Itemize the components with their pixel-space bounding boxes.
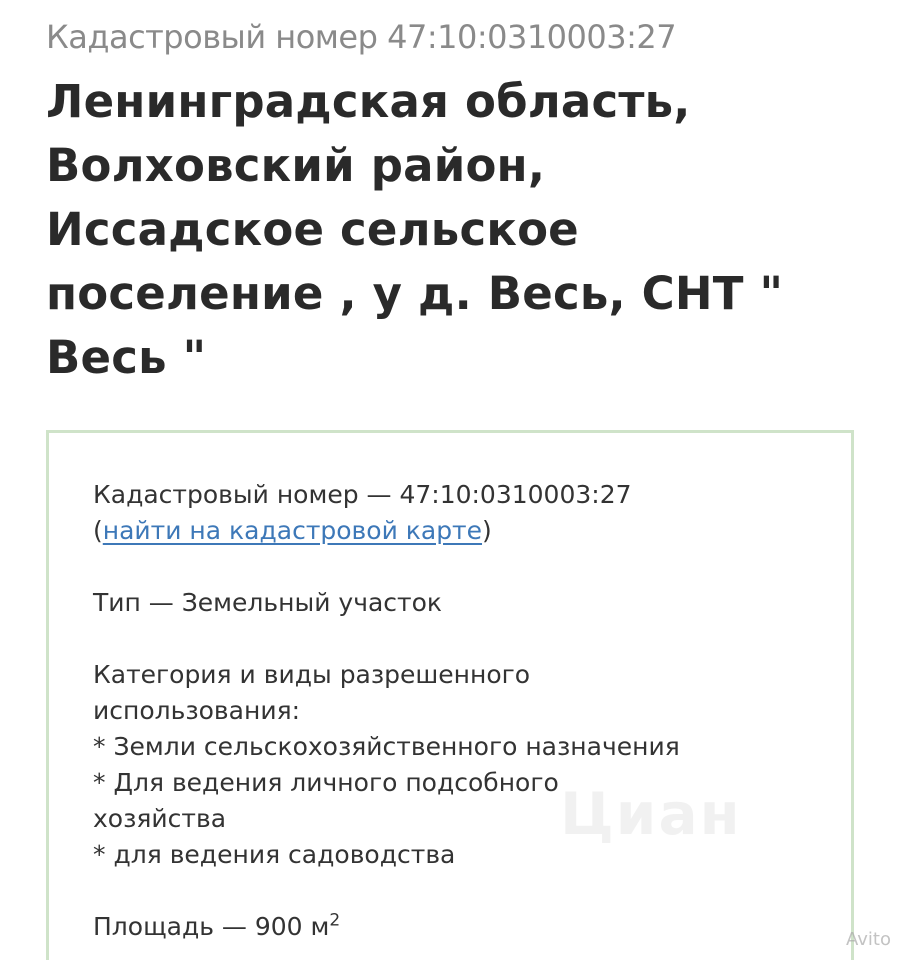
page-title [46,70,866,390]
category-line: * Для ведения личного подсобного [93,768,559,797]
property-info-content [93,477,813,945]
map-link-line [93,513,813,549]
paren-open: ( [93,516,103,545]
address-line: поселение , у д. Весь, СНТ " [46,267,784,320]
cadastral-map-link[interactable]: найти на кадастровой карте [102,516,483,545]
paren-close: ) [482,516,492,545]
address-line: Ленинградская область, [46,75,691,128]
area-unit-superscript: 2 [329,910,341,931]
category-line: Категория и виды разрешенного [93,660,531,689]
category-line: хозяйства [93,804,227,833]
address-line: Весь " [46,331,207,384]
property-info-card [46,430,854,960]
category-line: * для ведения садоводства [93,840,456,869]
cian-watermark: Циан [560,780,742,848]
cadastral-number-header: Кадастровый номер 47:10:0310003:27 [46,18,677,56]
category-line: использования: [93,696,301,725]
category-line: * Земли сельскохозяйственного назначения [93,732,680,761]
address-line: Волховский район, [46,139,546,192]
address-line: Иссадское сельское [46,203,579,256]
cadastral-number-text: Кадастровый номер — 47:10:0310003:27 [93,480,632,509]
area-label: Площадь — 900 м [93,912,330,941]
property-type-text: Тип — Земельный участок [93,588,442,617]
area-text [93,909,813,945]
avito-watermark: Avito [846,929,891,950]
